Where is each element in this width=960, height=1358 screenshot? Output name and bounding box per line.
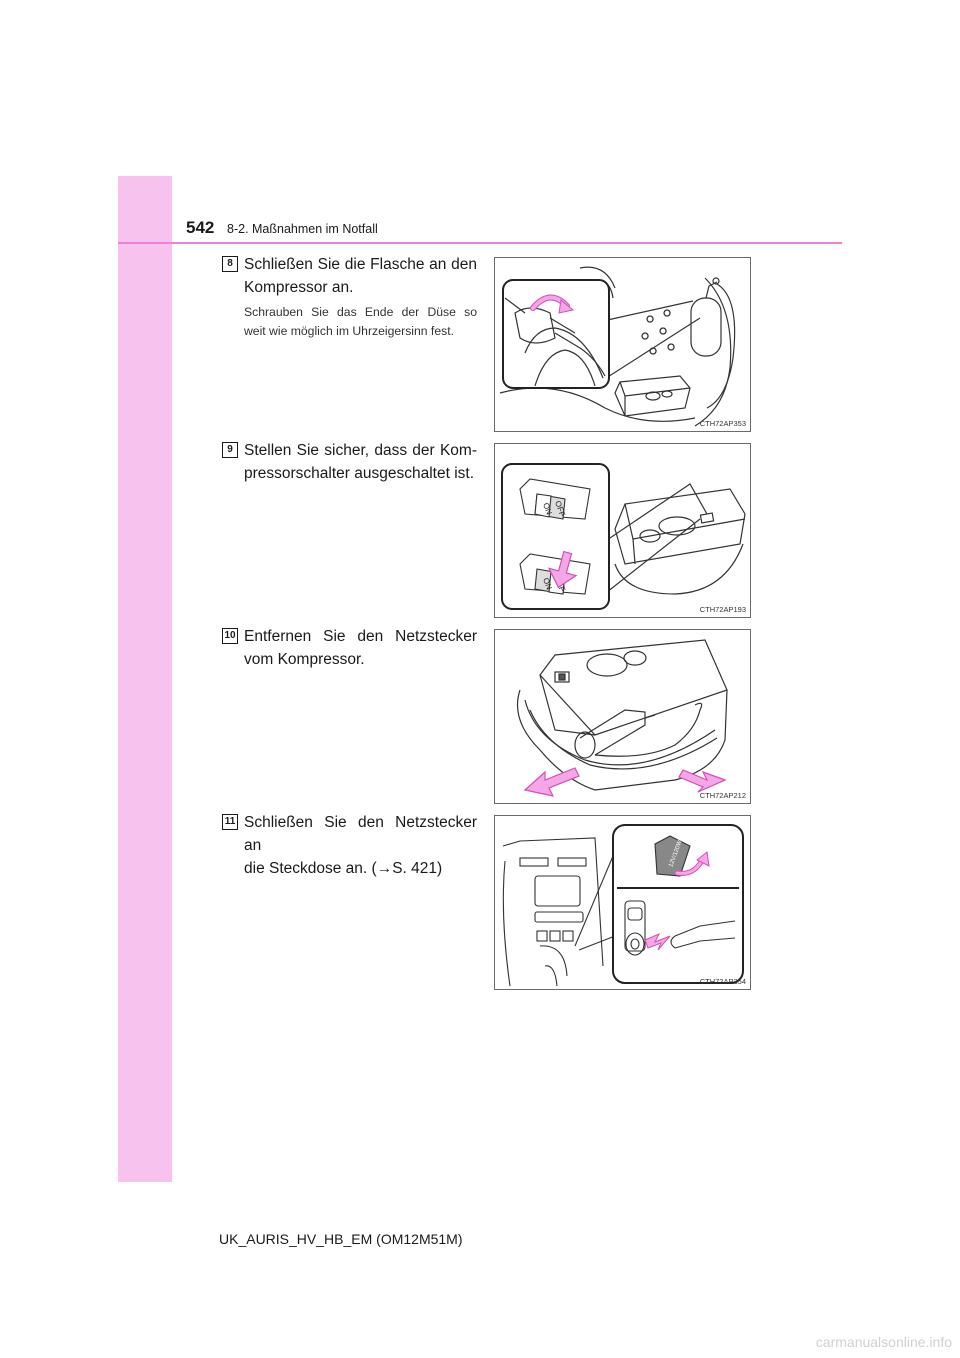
figure-code-354: CTH72AP354 bbox=[699, 977, 746, 986]
step-badge-10: 10 bbox=[222, 628, 238, 644]
figure-code-193: CTH72AP193 bbox=[699, 605, 746, 614]
switch-on-label-bottom: ON bbox=[541, 576, 554, 591]
step-9-text bbox=[244, 439, 477, 485]
step-10-text bbox=[244, 625, 477, 671]
step-11-line-1: Schließen Sie den Netzstecker an bbox=[244, 814, 477, 854]
step-badge-8: 8 bbox=[222, 256, 238, 272]
page-number: 542 bbox=[186, 218, 215, 237]
figure-bottle-to-compressor bbox=[494, 257, 751, 432]
step-8-note bbox=[244, 303, 477, 341]
figure-remove-plug bbox=[494, 629, 751, 804]
step-10-line-1: Entfernen Sie den Netzstecker bbox=[244, 628, 477, 645]
figure-plug-into-socket bbox=[494, 815, 751, 990]
chapter-sidebar bbox=[118, 176, 172, 1182]
figure-compressor-switch-off bbox=[494, 443, 751, 618]
figure-code-212: CTH72AP212 bbox=[699, 791, 746, 800]
section-title: 8-2. Maßnahmen im Notfall bbox=[227, 222, 378, 236]
step-8-line-1: Schließen Sie die Flasche an den bbox=[244, 256, 477, 273]
figure-code-353: CTH72AP353 bbox=[699, 419, 746, 428]
step-11-line-2: die Steckdose an. (→S. 421) bbox=[244, 860, 443, 877]
step-11-text bbox=[244, 811, 477, 880]
step-8-note-line-2: weit wie möglich im Uhrzeigersinn fest. bbox=[244, 324, 454, 338]
step-8-text bbox=[244, 253, 477, 299]
step-10-line-2: vom Kompressor. bbox=[244, 651, 365, 668]
step-9-line-2: pressorschalter ausgeschaltet ist. bbox=[244, 465, 475, 482]
watermark: carmanualsonline.info bbox=[815, 1334, 952, 1350]
switch-off-label-top: OFF bbox=[553, 499, 568, 518]
header-divider bbox=[118, 242, 842, 244]
socket-label: 12V/120W bbox=[668, 839, 684, 868]
footer-model-code: UK_AURIS_HV_HB_EM (OM12M51M) bbox=[219, 1231, 463, 1247]
step-9-line-1: Stellen Sie sicher, dass der Kom- bbox=[244, 442, 477, 459]
step-badge-11: 11 bbox=[222, 814, 238, 830]
step-badge-9: 9 bbox=[222, 442, 238, 458]
step-8-note-line-1: Schrauben Sie das Ende der Düse so bbox=[244, 305, 477, 319]
step-8-line-2: Kompressor an. bbox=[244, 279, 354, 296]
switch-on-label-top: ON bbox=[541, 501, 554, 516]
